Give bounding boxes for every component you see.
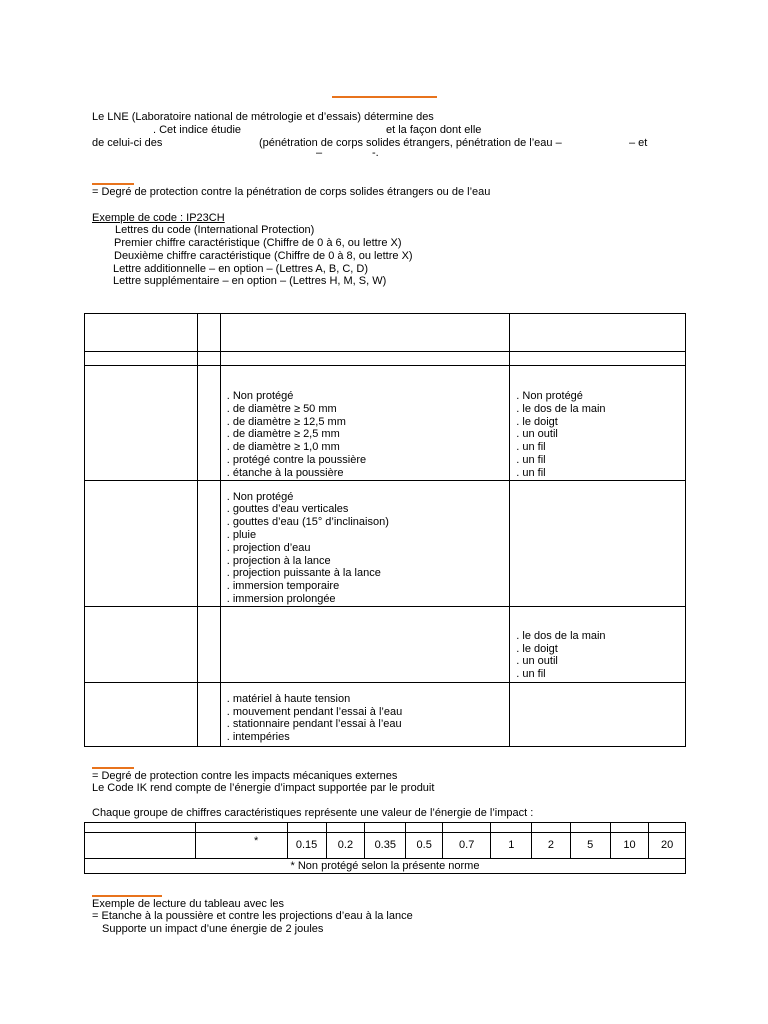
table-cell bbox=[510, 606, 686, 682]
reading-example-line-1: = Etanche à la poussière et contre les projections d’eau à la lance bbox=[92, 910, 413, 922]
list-item: . un outil bbox=[516, 655, 558, 668]
reading-example-line-2: Supporte un impact d’une énergie de 2 joules bbox=[102, 923, 324, 935]
table-cell bbox=[610, 823, 649, 833]
table-cell bbox=[570, 823, 610, 833]
ip-definition: = Degré de protection contre la pénétration de corps solides étrangers ou de l’eau bbox=[92, 186, 491, 198]
ik-footnote: * Non protégé selon la présente norme bbox=[85, 859, 686, 874]
ip-table bbox=[84, 313, 686, 747]
ik-value-cell: 0.7 bbox=[443, 833, 491, 859]
table-cell bbox=[197, 314, 220, 352]
ik-table bbox=[84, 822, 686, 874]
list-item: . un fil bbox=[516, 453, 546, 466]
table-cell bbox=[510, 352, 686, 366]
list-item: . projection d’eau bbox=[226, 541, 311, 554]
table-cell bbox=[649, 823, 686, 833]
list-item: . projection puissante à la lance bbox=[226, 567, 381, 580]
ik-definition: = Degré de protection contre les impacts mécaniques externes bbox=[92, 770, 398, 782]
list-item: . intempéries bbox=[226, 731, 290, 744]
additional-letter-access-list bbox=[510, 607, 685, 681]
table-cell bbox=[220, 314, 510, 352]
table-row bbox=[85, 366, 686, 481]
ik-description: Le Code IK rend compte de l’énergie d’impact supportée par le produit bbox=[92, 782, 435, 794]
list-item: . le doigt bbox=[516, 642, 558, 655]
list-item: . le doigt bbox=[516, 415, 558, 428]
intro-line-3c: – et bbox=[629, 137, 648, 149]
table-cell bbox=[491, 823, 532, 833]
table-cell bbox=[443, 823, 491, 833]
second-digit-desc-list bbox=[221, 481, 510, 606]
table-row bbox=[85, 314, 686, 352]
table-cell bbox=[197, 606, 220, 682]
ik-value-cell: 10 bbox=[610, 833, 649, 859]
ik-value-cell: 0.5 bbox=[406, 833, 443, 859]
table-cell bbox=[220, 352, 510, 366]
reading-example-underline bbox=[92, 895, 162, 897]
intro-line-3a: de celui-ci des bbox=[92, 137, 163, 149]
first-digit-access-list bbox=[510, 366, 685, 480]
table-cell bbox=[85, 480, 198, 606]
intro-line-3b: (pénétration de corps solides étrangers, pénétration de l’eau – bbox=[259, 137, 562, 149]
intro-line-2: . Cet indice étudie bbox=[153, 124, 242, 136]
ip-legend-1: Lettres du code (International Protection) bbox=[115, 224, 315, 236]
ip-heading-underline bbox=[92, 183, 134, 185]
table-cell bbox=[220, 366, 510, 481]
intro-line-4b: -. bbox=[372, 147, 379, 159]
list-item: . Non protégé bbox=[516, 390, 583, 402]
list-item: . projection à la lance bbox=[226, 554, 331, 567]
list-item: . un fil bbox=[516, 441, 546, 454]
table-cell bbox=[532, 823, 570, 833]
table-cell bbox=[365, 823, 406, 833]
list-item: . gouttes d’eau verticales bbox=[226, 503, 349, 516]
list-item: . étanche à la poussière bbox=[226, 466, 344, 479]
list-item: . gouttes d’eau (15° d’inclinaison) bbox=[226, 516, 389, 529]
table-cell bbox=[510, 682, 686, 746]
supplementary-letter-desc-list bbox=[221, 683, 510, 744]
table-row bbox=[85, 606, 686, 682]
intro-line-2b: et la façon dont elle bbox=[386, 124, 482, 136]
ik-value-cell: 0.35 bbox=[365, 833, 406, 859]
table-row bbox=[85, 682, 686, 746]
list-item: . un fil bbox=[516, 466, 546, 479]
ik-value-cell: 5 bbox=[570, 833, 610, 859]
list-item: . stationnaire pendant l’essai à l’eau bbox=[226, 718, 402, 731]
table-row bbox=[85, 480, 686, 606]
table-cell bbox=[406, 823, 443, 833]
ik-value-cell: 0.15 bbox=[287, 833, 326, 859]
table-cell bbox=[195, 823, 287, 833]
list-item: . protégé contre la poussière bbox=[226, 453, 367, 466]
table-cell bbox=[85, 823, 196, 833]
table-cell bbox=[510, 314, 686, 352]
ip-legend-4: Lettre additionnelle – en option – (Lettres A, B, C, D) bbox=[113, 263, 368, 275]
list-item: . mouvement pendant l’essai à l’eau bbox=[226, 705, 403, 718]
table-row bbox=[85, 833, 686, 859]
table-row bbox=[85, 823, 686, 833]
ik-value-cell: 1 bbox=[491, 833, 532, 859]
list-item: . de diamètre ≥ 2,5 mm bbox=[226, 428, 340, 441]
table-row bbox=[85, 352, 686, 366]
ik-heading-underline bbox=[92, 767, 134, 769]
table-cell bbox=[197, 682, 220, 746]
table-cell bbox=[85, 366, 198, 481]
table-cell bbox=[85, 833, 196, 859]
ip-legend-3: Deuxième chiffre caractéristique (Chiffre de 0 à 8, ou lettre X) bbox=[114, 250, 413, 262]
table-cell bbox=[197, 352, 220, 366]
list-item: . immersion temporaire bbox=[226, 580, 340, 593]
intro-line-4a: – bbox=[316, 147, 323, 159]
ik-value-cell: 20 bbox=[649, 833, 686, 859]
table-cell bbox=[85, 606, 198, 682]
table-cell bbox=[197, 366, 220, 481]
ip-example-label: Exemple de code : IP23CH bbox=[92, 212, 225, 224]
table-cell bbox=[220, 606, 510, 682]
ip-legend-5: Lettre supplémentaire – en option – (Lettres H, M, S, W) bbox=[113, 275, 387, 287]
list-item: . Non protégé bbox=[226, 490, 294, 503]
list-item: . de diamètre ≥ 1,0 mm bbox=[226, 441, 340, 454]
ik-value-cell: 2 bbox=[532, 833, 570, 859]
list-item: . pluie bbox=[226, 528, 257, 541]
first-digit-desc-list bbox=[221, 366, 510, 480]
ik-table-intro: Chaque groupe de chiffres caractéristiques représente une valeur de l’énergie de l’impact : bbox=[92, 807, 534, 819]
list-item: . le dos de la main bbox=[516, 629, 606, 642]
table-cell bbox=[220, 480, 510, 606]
intro-line-1: Le LNE (Laboratoire national de métrologie et d’essais) détermine des bbox=[92, 111, 434, 123]
table-cell bbox=[197, 480, 220, 606]
list-item: . de diamètre ≥ 50 mm bbox=[226, 402, 337, 415]
list-item: . de diamètre ≥ 12,5 mm bbox=[226, 415, 346, 428]
table-cell bbox=[85, 682, 198, 746]
table-cell bbox=[85, 314, 198, 352]
table-cell bbox=[220, 682, 510, 746]
list-item: . Non protégé bbox=[226, 390, 294, 402]
list-item: . un fil bbox=[516, 668, 546, 681]
table-cell bbox=[326, 823, 365, 833]
ip-legend-2: Premier chiffre caractéristique (Chiffre de 0 à 6, ou lettre X) bbox=[114, 237, 402, 249]
list-item: . immersion prolongée bbox=[226, 592, 336, 605]
list-item: . le dos de la main bbox=[516, 402, 606, 415]
table-cell bbox=[287, 823, 326, 833]
reading-example-title: Exemple de lecture du tableau avec les bbox=[92, 898, 285, 910]
table-cell bbox=[510, 480, 686, 606]
table-row bbox=[85, 859, 686, 874]
ik-value-cell: 0.2 bbox=[326, 833, 365, 859]
title-underline bbox=[332, 96, 437, 98]
list-item: . matériel à haute tension bbox=[226, 692, 351, 705]
ik-value-cell: * bbox=[195, 833, 287, 859]
table-cell bbox=[85, 352, 198, 366]
table-cell bbox=[510, 366, 686, 481]
list-item: . un outil bbox=[516, 428, 558, 441]
